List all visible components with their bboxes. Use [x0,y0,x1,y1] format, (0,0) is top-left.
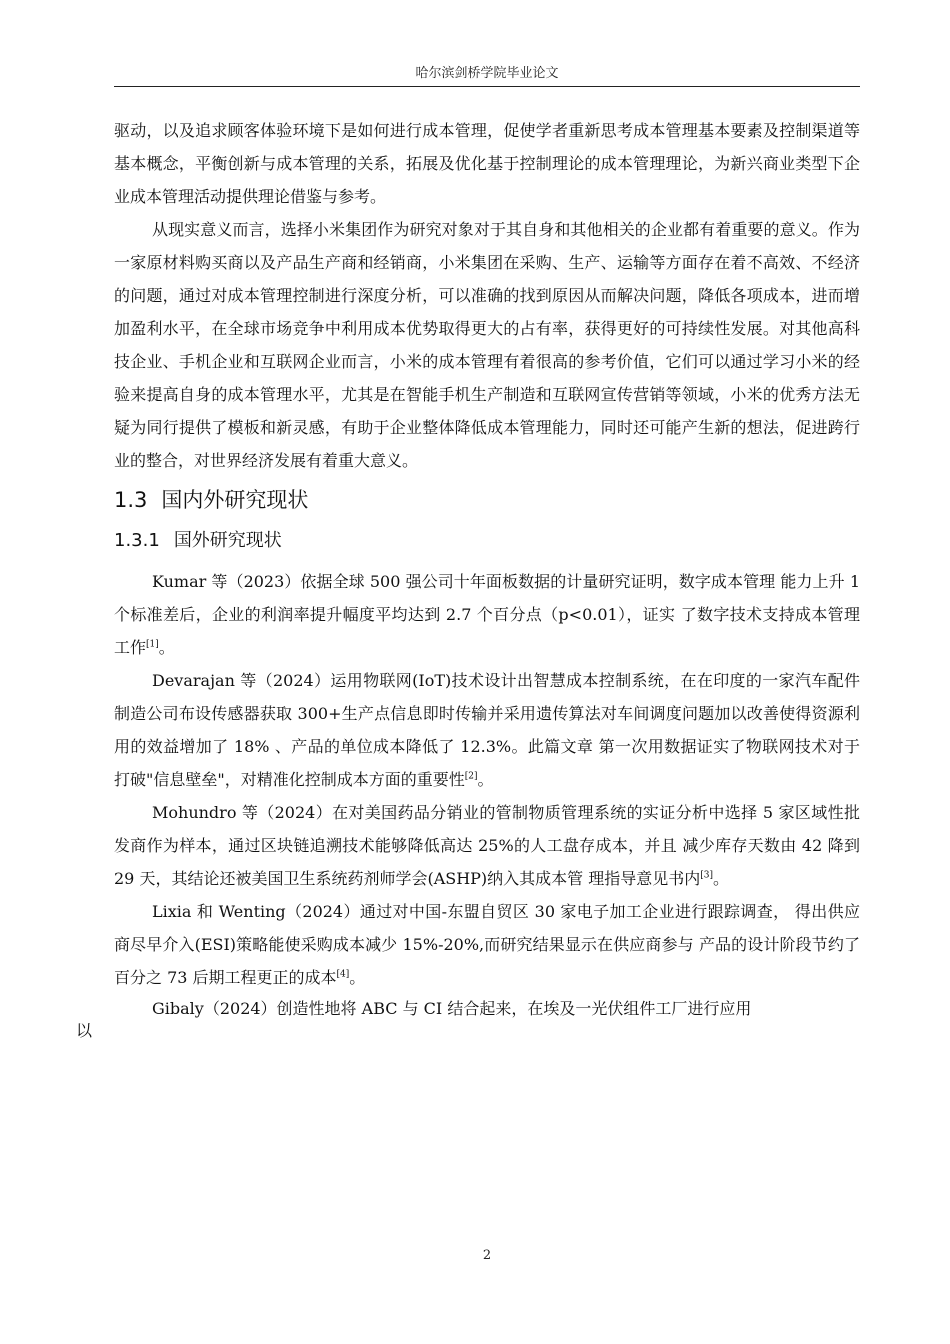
citation-paragraph-lixia [114,895,860,994]
reference-marker: [4] [336,969,350,980]
citation-paragraph-devarajan [114,664,860,796]
subsection-number: 1.3.1 [114,530,160,551]
sentence-end: 。 [349,968,366,987]
citation-text-line-2: 以 [76,1021,93,1040]
citation-text: Kumar 等（2023）依据全球 500 强公司十年面板数据的计量研究证明，数字成本管理 能力上升 1 个标准差后，企业的利润率提升幅度平均达到 2.7 个百分点（p<0.01），证实 了数字技术支持成本管理工作 [114,572,860,657]
reference-marker: [2] [464,771,478,782]
section-heading-1-3 [114,479,860,521]
citation-text: Devarajan 等（2024）运用物联网(IoT)技术设计出智慧成本控制系统，在在印度的一家汽车配件制造公司布设传感器获取 300+生产点信息即时传输并采用遗传算法对车间调度问题加以改善使得资源利用的效益增加了 18% 、产品的单位成本降低了 12.3%。此篇文章 第一次用数据证实了物联网技术对于打破"信息壁垒"，对精准化控制成本方面的重要性 [114,671,860,789]
page-number: 2 [482,1248,492,1263]
citation-text: Lixia 和 Wenting（2024）通过对中国-东盟自贸区 30 家电子加工企业进行跟踪调查， 得出供应商尽早介入(ESI)策略能使采购成本减少 15%-20%,而研究结果显示在供应商参与 产品的设计阶段节约了百分之 73 后期工程更正的成本 [114,902,860,987]
citation-text: Mohundro 等（2024）在对美国药品分销业的管制物质管理系统的实证分析中选择 5 家区域性批发商作为样本，通过区块链追溯技术能够降低高达 25%的人工盘存成本，并且 减少库存天数由 42 降到 29 天，其结论还被美国卫生系统药剂师学会(ASHP)纳入其成本管 理指导意见书内 [114,803,860,888]
subsection-title: 国外研究现状 [173,530,282,551]
sentence-end: 。 [713,869,730,888]
paragraph-continuation: 驱动，以及追求顾客体验环境下是如何进行成本管理，促使学者重新思考成本管理基本要素及控制渠道等基本概念，平衡创新与成本管理的关系，拓展及优化基于控制理论的成本管理理论，为新兴商业类型下企业成本管理活动提供理论借鉴与参考。 [114,121,860,206]
document-body [76,114,860,1042]
paragraph-practical-significance: 从现实意义而言，选择小米集团作为研究对象对于其自身和其他相关的企业都有着重要的意义。作为一家原材料购买商以及产品生产商和经销商，小米集团在采购、生产、运输等方面存在着不高效、不经济的问题，通过对成本管理控制进行深度分析，可以准确的找到原因从而解决问题，降低各项成本，进而增加盈利水平，在全球市场竞争中利用成本优势取得更大的占有率，获得更好的可持续性发展。对其他高科技企业、手机企业和互联网企业而言，小米的成本管理有着很高的参考价值，它们可以通过学习小米的经验来提高自身的成本管理水平，尤其是在智能手机生产制造和互联网宣传营销等领域，小米的优秀方法无疑为同行提供了模板和新灵感，有助于企业整体降低成本管理能力，同时还可能产生新的想法，促进跨行业的整合，对世界经济发展有着重大意义。 [114,220,860,470]
section-heading-1-3-1 [114,521,860,561]
citation-paragraph-kumar [114,565,860,664]
page-header: 哈尔滨剑桥学院毕业论文 [415,66,559,81]
reference-marker: [1] [146,639,159,650]
citation-paragraph-mohundro [114,796,860,895]
sentence-end: 。 [477,770,494,789]
section-title: 国内外研究现状 [161,488,309,512]
citation-paragraph-gibaly [76,998,860,1042]
section-number: 1.3 [114,488,148,512]
sentence-end: 。 [158,638,175,657]
citation-text-line-1: Gibaly（2024）创造性地将 ABC 与 CI 结合起来，在埃及一光伏组件工厂进行应用 [152,999,752,1018]
header-rule [114,86,860,87]
reference-marker: [3] [700,870,714,881]
